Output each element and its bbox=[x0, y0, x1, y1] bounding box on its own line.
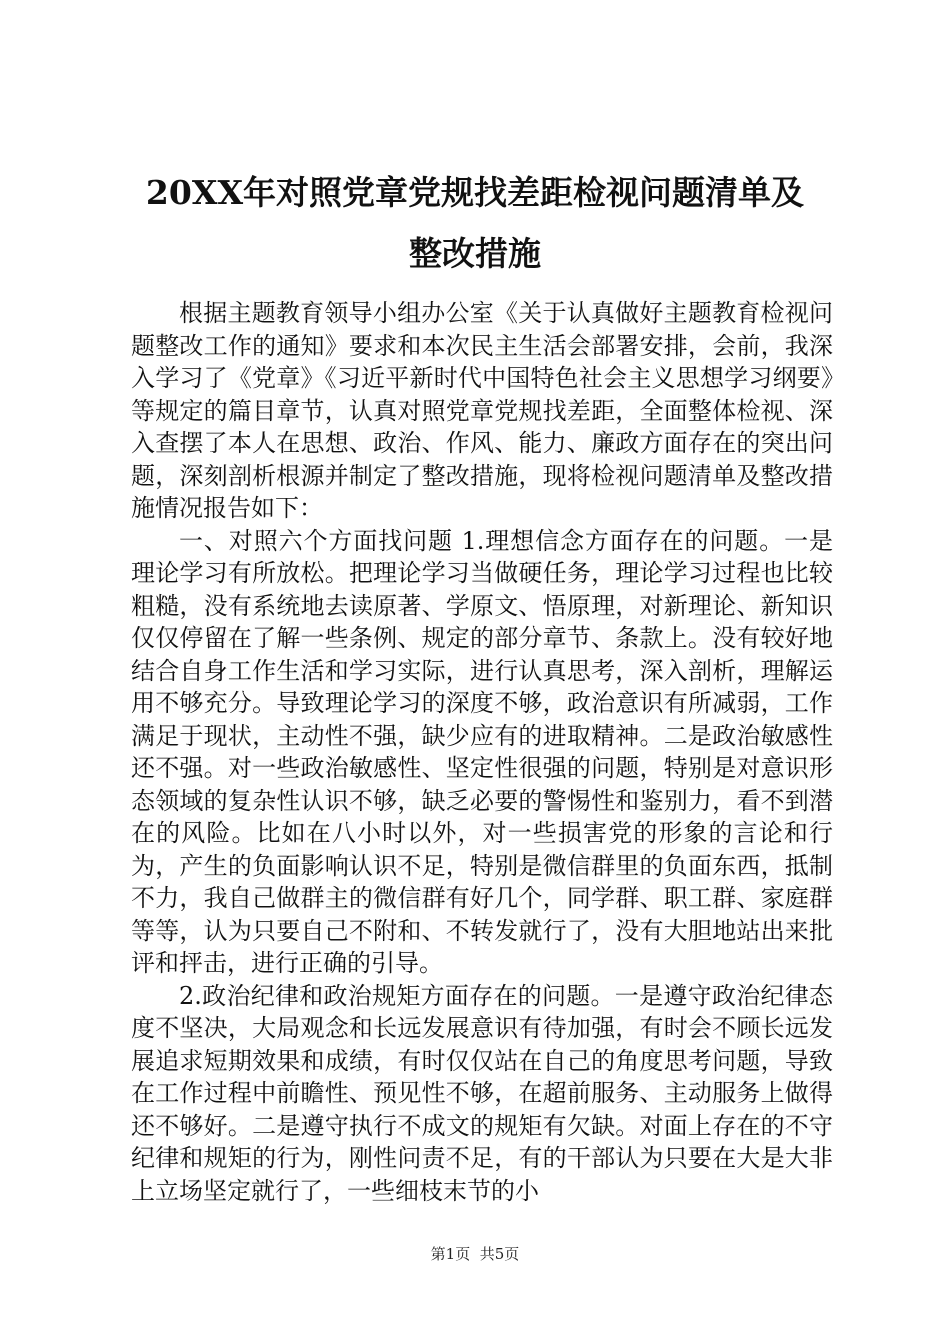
paragraph-intro: 根据主题教育领导小组办公室《关于认真做好主题教育检视问题整改工作的通知》要求和本次民主生活会部署安排，会前，我深入学习了《党章》《习近平新时代中国特色社会主义思想学习纲要》等规定的篇目章节，认真对照党章党规找差距，全面整体检视、深入查摆了本人在思想、政治、作风、能力、廉政方面存在的突出问题，深刻剖析根源并制定了整改措施，现将检视问题清单及整改措施情况报告如下： bbox=[131, 299, 833, 522]
page-number: 第1页 bbox=[430, 1245, 471, 1263]
paragraph-section-1: 一、对照六个方面找问题 1.理想信念方面存在的问题。一是理论学习有所放松。把理论学习当做硬任务，理论学习过程也比较粗糙，没有系统地去读原著、学原文、悟原理，对新理论、新知识仅仅停留在了解一些条例、规定的部分章节、条款上。没有较好地结合自身工作生活和学习实际，进行认真思考，深入剖析，理解运用不够充分。导致理论学习的深度不够，政治意识有所减弱，工作满足于现状，主动性不强，缺少应有的进取精神。二是政治敏感性还不强。对一些政治敏感性、坚定性很强的问题，特别是对意识形态领域的复杂性认识不够，缺乏必要的警惕性和鉴别力，看不到潜在的风险。比如在八小时以外，对一些损害党的形象的言论和行为，产生的负面影响认识不足，特别是微信群里的负面东西，抵制不力，我自己做群主的微信群有好几个，同学群、职工群、家庭群等等，认为只要自己不附和、不转发就行了，没有大胆地站出来批评和抨击，进行正确的引导。 bbox=[131, 526, 833, 977]
paragraph-section-2: 2.政治纪律和政治规矩方面存在的问题。一是遵守政治纪律态度不坚决，大局观念和长远发展意识有待加强，有时会不顾长远发展追求短期效果和成绩，有时仅仅站在自己的角度思考问题，导致在工作过程中前瞻性、预见性不够，在超前服务、主动服务上做得还不够好。二是遵守执行不成文的规矩有欠缺。对面上存在的不守纪律和规矩的行为，刚性问责不足，有的干部认为只要在大是大非上立场坚定就行了，一些细枝末节的小 bbox=[131, 981, 833, 1205]
document-title bbox=[100, 162, 850, 284]
page-footer bbox=[0, 1244, 950, 1264]
page-total: 共5页 bbox=[479, 1245, 520, 1263]
document-body bbox=[131, 297, 833, 1207]
title-line-1: 20XX年对照党章党规找差距检视问题清单及 bbox=[145, 173, 805, 212]
title-line-2: 整改措施 bbox=[409, 234, 541, 273]
